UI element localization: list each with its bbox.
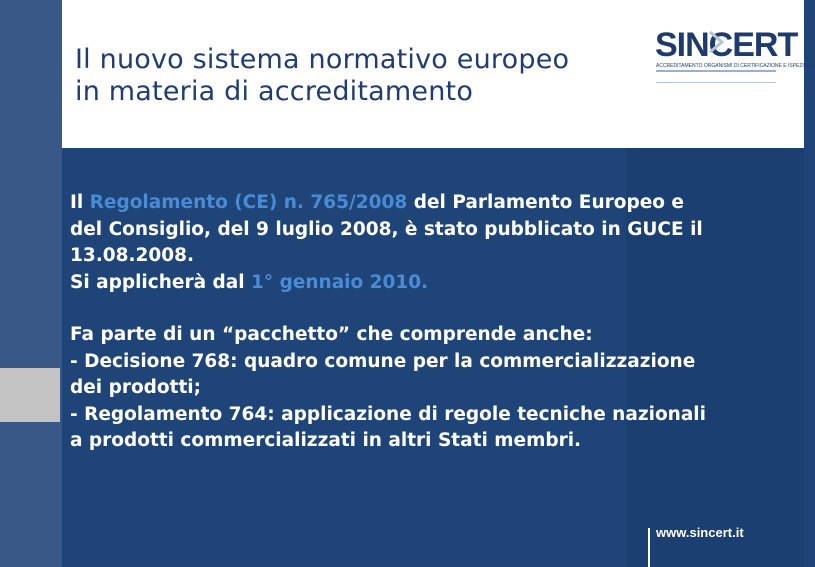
paragraph-regulation: Il Regolamento (CE) n. 765/2008 del Parlamento Europeo e del Consiglio, del 9 luglio 2008, è stato pubblicato in GUCE il 13.08.2008. Si applicherà dal 1° gennaio 2010.: [70, 192, 703, 293]
slide-title: [75, 44, 569, 108]
logo-subtitle: ACCREDITAMENTO ORGANISMI DI CERTIFICAZIONE E ISPEZIONE: [656, 63, 815, 69]
paragraph-package: [70, 322, 720, 455]
left-decorative-square: [0, 368, 60, 422]
application-date: 1° gennaio 2010.: [251, 271, 429, 293]
list-item: - Decisione 768: quadro comune per la commercializzazione dei prodotti;: [70, 350, 696, 398]
body-text: [70, 190, 720, 481]
title-line-1: Il nuovo sistema normativo europeo: [75, 44, 570, 75]
package-intro: Fa parte di un “pacchetto” che comprende anche:: [70, 324, 593, 345]
list-item: - Regolamento 764: applicazione di regole tecniche nazionali a prodotti commercializzati in altri Stati membri.: [70, 403, 706, 451]
logo-wordmark: SINCERT: [655, 26, 798, 64]
title-line-2: in materia di accreditamento: [75, 76, 474, 107]
regulation-reference: Regolamento (CE) n. 765/2008: [89, 192, 408, 213]
logo-arrow-icon: [708, 30, 724, 54]
footer-divider: [648, 528, 650, 567]
footer-url[interactable]: www.sincert.it: [656, 525, 744, 540]
